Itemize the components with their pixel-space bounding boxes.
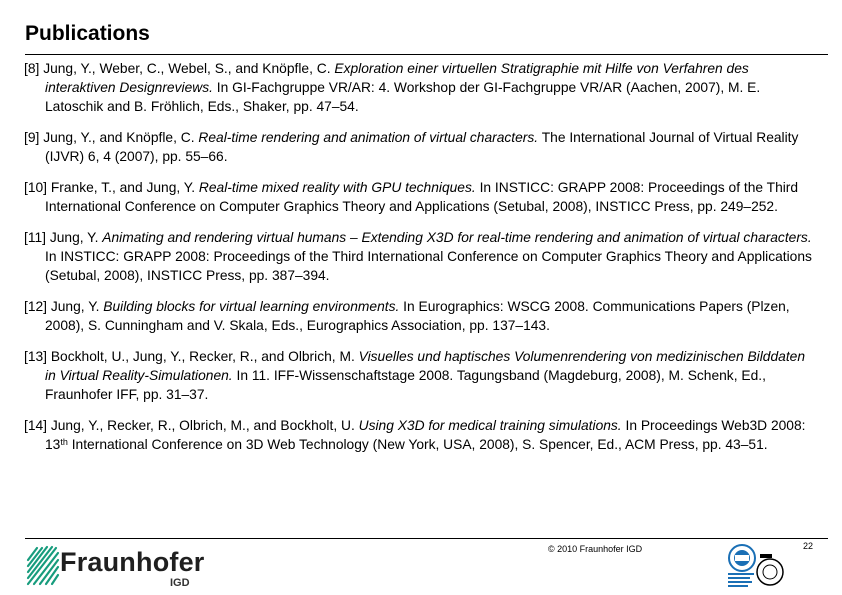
- reference-item: [24, 416, 814, 454]
- reference-title: Animating and rendering virtual humans – Extending X3D for real-time rendering and animation of virtual characters.: [102, 230, 812, 245]
- footer-divider: [25, 538, 828, 539]
- reference-number: [12]: [24, 299, 48, 314]
- certification-seal-icon: [722, 542, 794, 592]
- reference-item: [24, 347, 814, 404]
- reference-title: Building blocks for virtual learning environments.: [103, 299, 400, 314]
- reference-authors: Jung, Y., Recker, R., Olbrich, M., and Bockholt, U.: [50, 418, 355, 433]
- reference-authors: Jung, Y., Weber, C., Webel, S., and Knöpfle, C.: [43, 61, 331, 76]
- reference-number: [8]: [24, 61, 40, 76]
- reference-number: [10]: [24, 180, 48, 195]
- reference-item: [24, 228, 814, 285]
- logo-unit: IGD: [170, 577, 190, 589]
- reference-source: In INSTICC: GRAPP 2008: Proceedings of the Third International Conference on Computer Graphics Theory and Applications (Setubal, 2008), INSTICC Press, pp. 387–394.: [45, 249, 812, 283]
- reference-number: [9]: [24, 130, 40, 145]
- reference-number: [14]: [24, 418, 48, 433]
- ordinal-suffix: th: [60, 437, 68, 447]
- reference-title: Using X3D for medical training simulations.: [358, 418, 622, 433]
- reference-title: Real-time mixed reality with GPU techniques.: [198, 180, 476, 195]
- reference-authors: Bockholt, U., Jung, Y., Recker, R., and Olbrich, M.: [50, 349, 355, 364]
- footer-copyright: © 2010 Fraunhofer IGD: [548, 544, 643, 554]
- reference-title: Exploration einer virtuellen Stratigraphie mit Hilfe von Verfahren des interaktiven Designreviews.: [45, 61, 749, 95]
- reference-item: [24, 59, 814, 116]
- title-divider: [25, 54, 828, 55]
- reference-title: Visuelles und haptisches Volumenrendering von medizinischen Bilddaten in Virtual Reality-Simulationen.: [45, 349, 806, 383]
- reference-number: [13]: [24, 349, 48, 364]
- reference-title: Real-time rendering and animation of virtual characters.: [198, 130, 539, 145]
- reference-source: In INSTICC: GRAPP 2008: Proceedings of the Third International Conference on Computer Graphics Theory and Applications (Setubal, 2008), INSTICC Press, pp. 249–252.: [45, 180, 799, 214]
- reference-source: In Eurographics: WSCG 2008. Communications Papers (Plzen, 2008), S. Cunningham and V. Skala, Eds., Eurographics Association, pp. 137–143.: [45, 299, 790, 333]
- reference-source-continued: International Conference on 3D Web Technology (New York, USA, 2008), S. Spencer, Ed., ACM Press, pp. 43–51.: [71, 437, 768, 452]
- page-number: 22: [803, 541, 814, 551]
- reference-item: [24, 178, 814, 216]
- reference-source: In Proceedings Web3D 2008: 13: [45, 418, 806, 452]
- reference-authors: Jung, Y., and Knöpfle, C.: [43, 130, 195, 145]
- reference-source: In 11. IFF-Wissenschaftstage 2008. Tagungsband (Magdeburg, 2008), M. Schenk, Ed., Fraunhofer IFF, pp. 31–37.: [45, 368, 766, 402]
- reference-item: [24, 297, 814, 335]
- reference-number: [11]: [24, 230, 46, 245]
- reference-authors: Jung, Y.: [50, 299, 100, 314]
- reference-authors: Jung, Y.: [49, 230, 99, 245]
- reference-source: The International Journal of Virtual Reality (IJVR) 6, 4 (2007), pp. 55–66.: [45, 130, 799, 164]
- logo-wordmark: Fraunhofer: [60, 547, 205, 577]
- reference-source: In GI-Fachgruppe VR/AR: 4. Workshop der GI-Fachgruppe VR/AR (Aachen, 2007), M. E. Latoschik and B. Fröhlich, Eds., Shaker, pp. 47–54.: [45, 80, 761, 114]
- reference-list: [24, 59, 814, 466]
- page-title: Publications: [25, 22, 150, 45]
- reference-item: [24, 128, 814, 166]
- reference-authors: Franke, T., and Jung, Y.: [50, 180, 196, 195]
